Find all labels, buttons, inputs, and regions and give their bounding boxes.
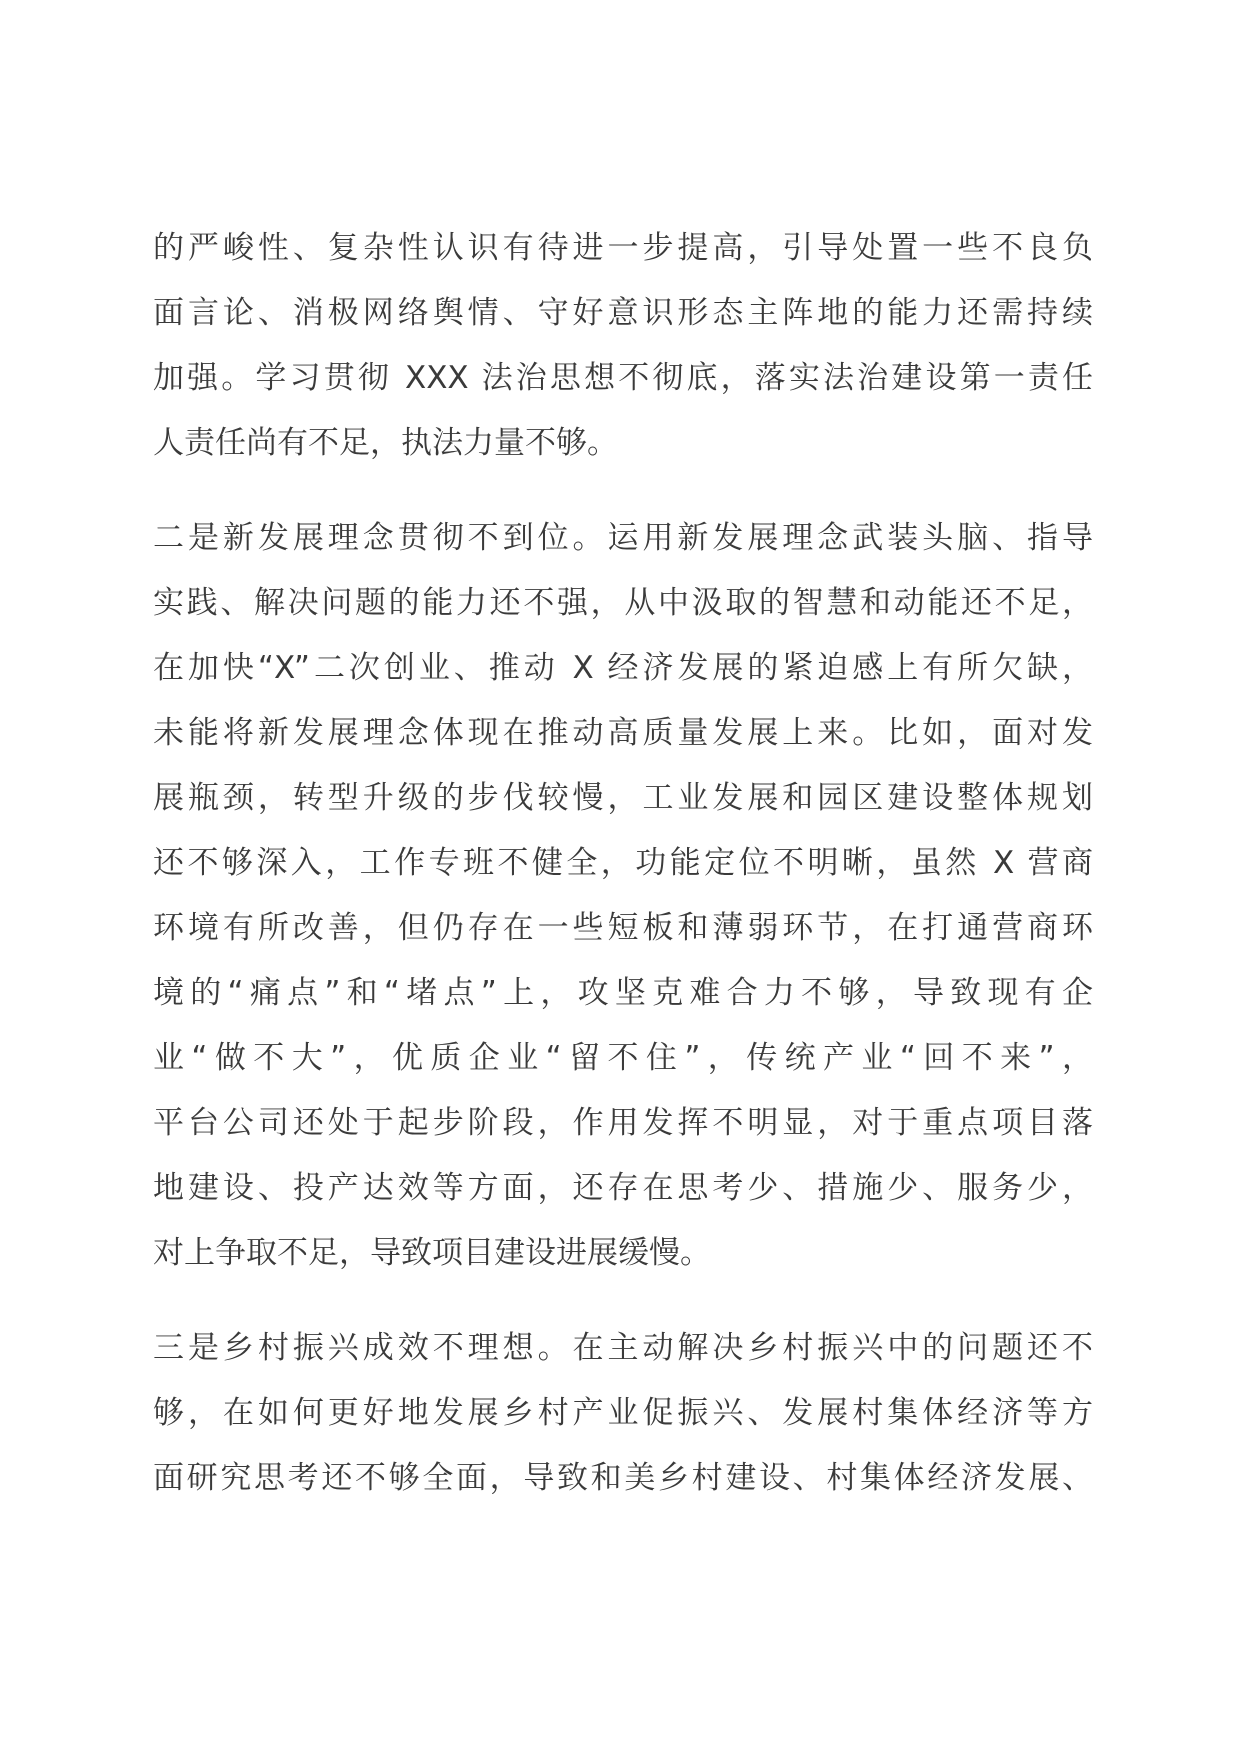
text-line: 人责任尚有不足，执法力量不够。 [153,425,618,461]
text-line: 的严峻性、复杂性认识有待进一步提高，引导处置一些不良负 [153,230,1093,266]
text-line: 地建设、投产达效等方面，还存在思考少、措施少、服务少， [153,1170,1093,1206]
text-line: 未能将新发展理念体现在推动高质量发展上来。比如，面对发 [153,715,1093,751]
text-line: 在加快“X”二次创业、推动 X 经济发展的紧迫感上有所欠缺， [153,650,1093,686]
text-line: 够，在如何更好地发展乡村产业促振兴、发展村集体经济等方 [153,1395,1093,1431]
paragraph-new-development [153,506,1093,1286]
text-line: 境的“痛点”和“堵点”上，攻坚克难合力不够，导致现有企 [153,975,1093,1011]
text-line: 三是乡村振兴成效不理想。在主动解决乡村振兴中的问题还不 [153,1330,1093,1366]
text-line: 还不够深入，工作专班不健全，功能定位不明晰，虽然 X 营商 [153,845,1093,881]
text-line: 对上争取不足，导致项目建设进展缓慢。 [153,1235,711,1271]
text-line: 二是新发展理念贯彻不到位。运用新发展理念武装头脑、指导 [153,520,1093,556]
text-line: 面言论、消极网络舆情、守好意识形态主阵地的能力还需持续 [153,295,1093,331]
paragraph-continued [153,216,1093,476]
text-line: 环境有所改善，但仍存在一些短板和薄弱环节，在打通营商环 [153,910,1093,946]
text-line: 业“做不大”，优质企业“留不住”，传统产业“回不来”， [153,1040,1093,1076]
text-line: 展瓶颈，转型升级的步伐较慢，工业发展和园区建设整体规划 [153,780,1093,816]
text-line: 平台公司还处于起步阶段，作用发挥不明显，对于重点项目落 [153,1105,1093,1141]
text-line: 实践、解决问题的能力还不强，从中汲取的智慧和动能还不足， [153,585,1093,621]
text-line: 面研究思考还不够全面，导致和美乡村建设、村集体经济发展、 [153,1460,1093,1496]
paragraph-rural-revitalization [153,1316,1093,1511]
body-text [153,216,1093,1541]
text-line: 加强。学习贯彻 XXX 法治思想不彻底，落实法治建设第一责任 [153,360,1093,396]
